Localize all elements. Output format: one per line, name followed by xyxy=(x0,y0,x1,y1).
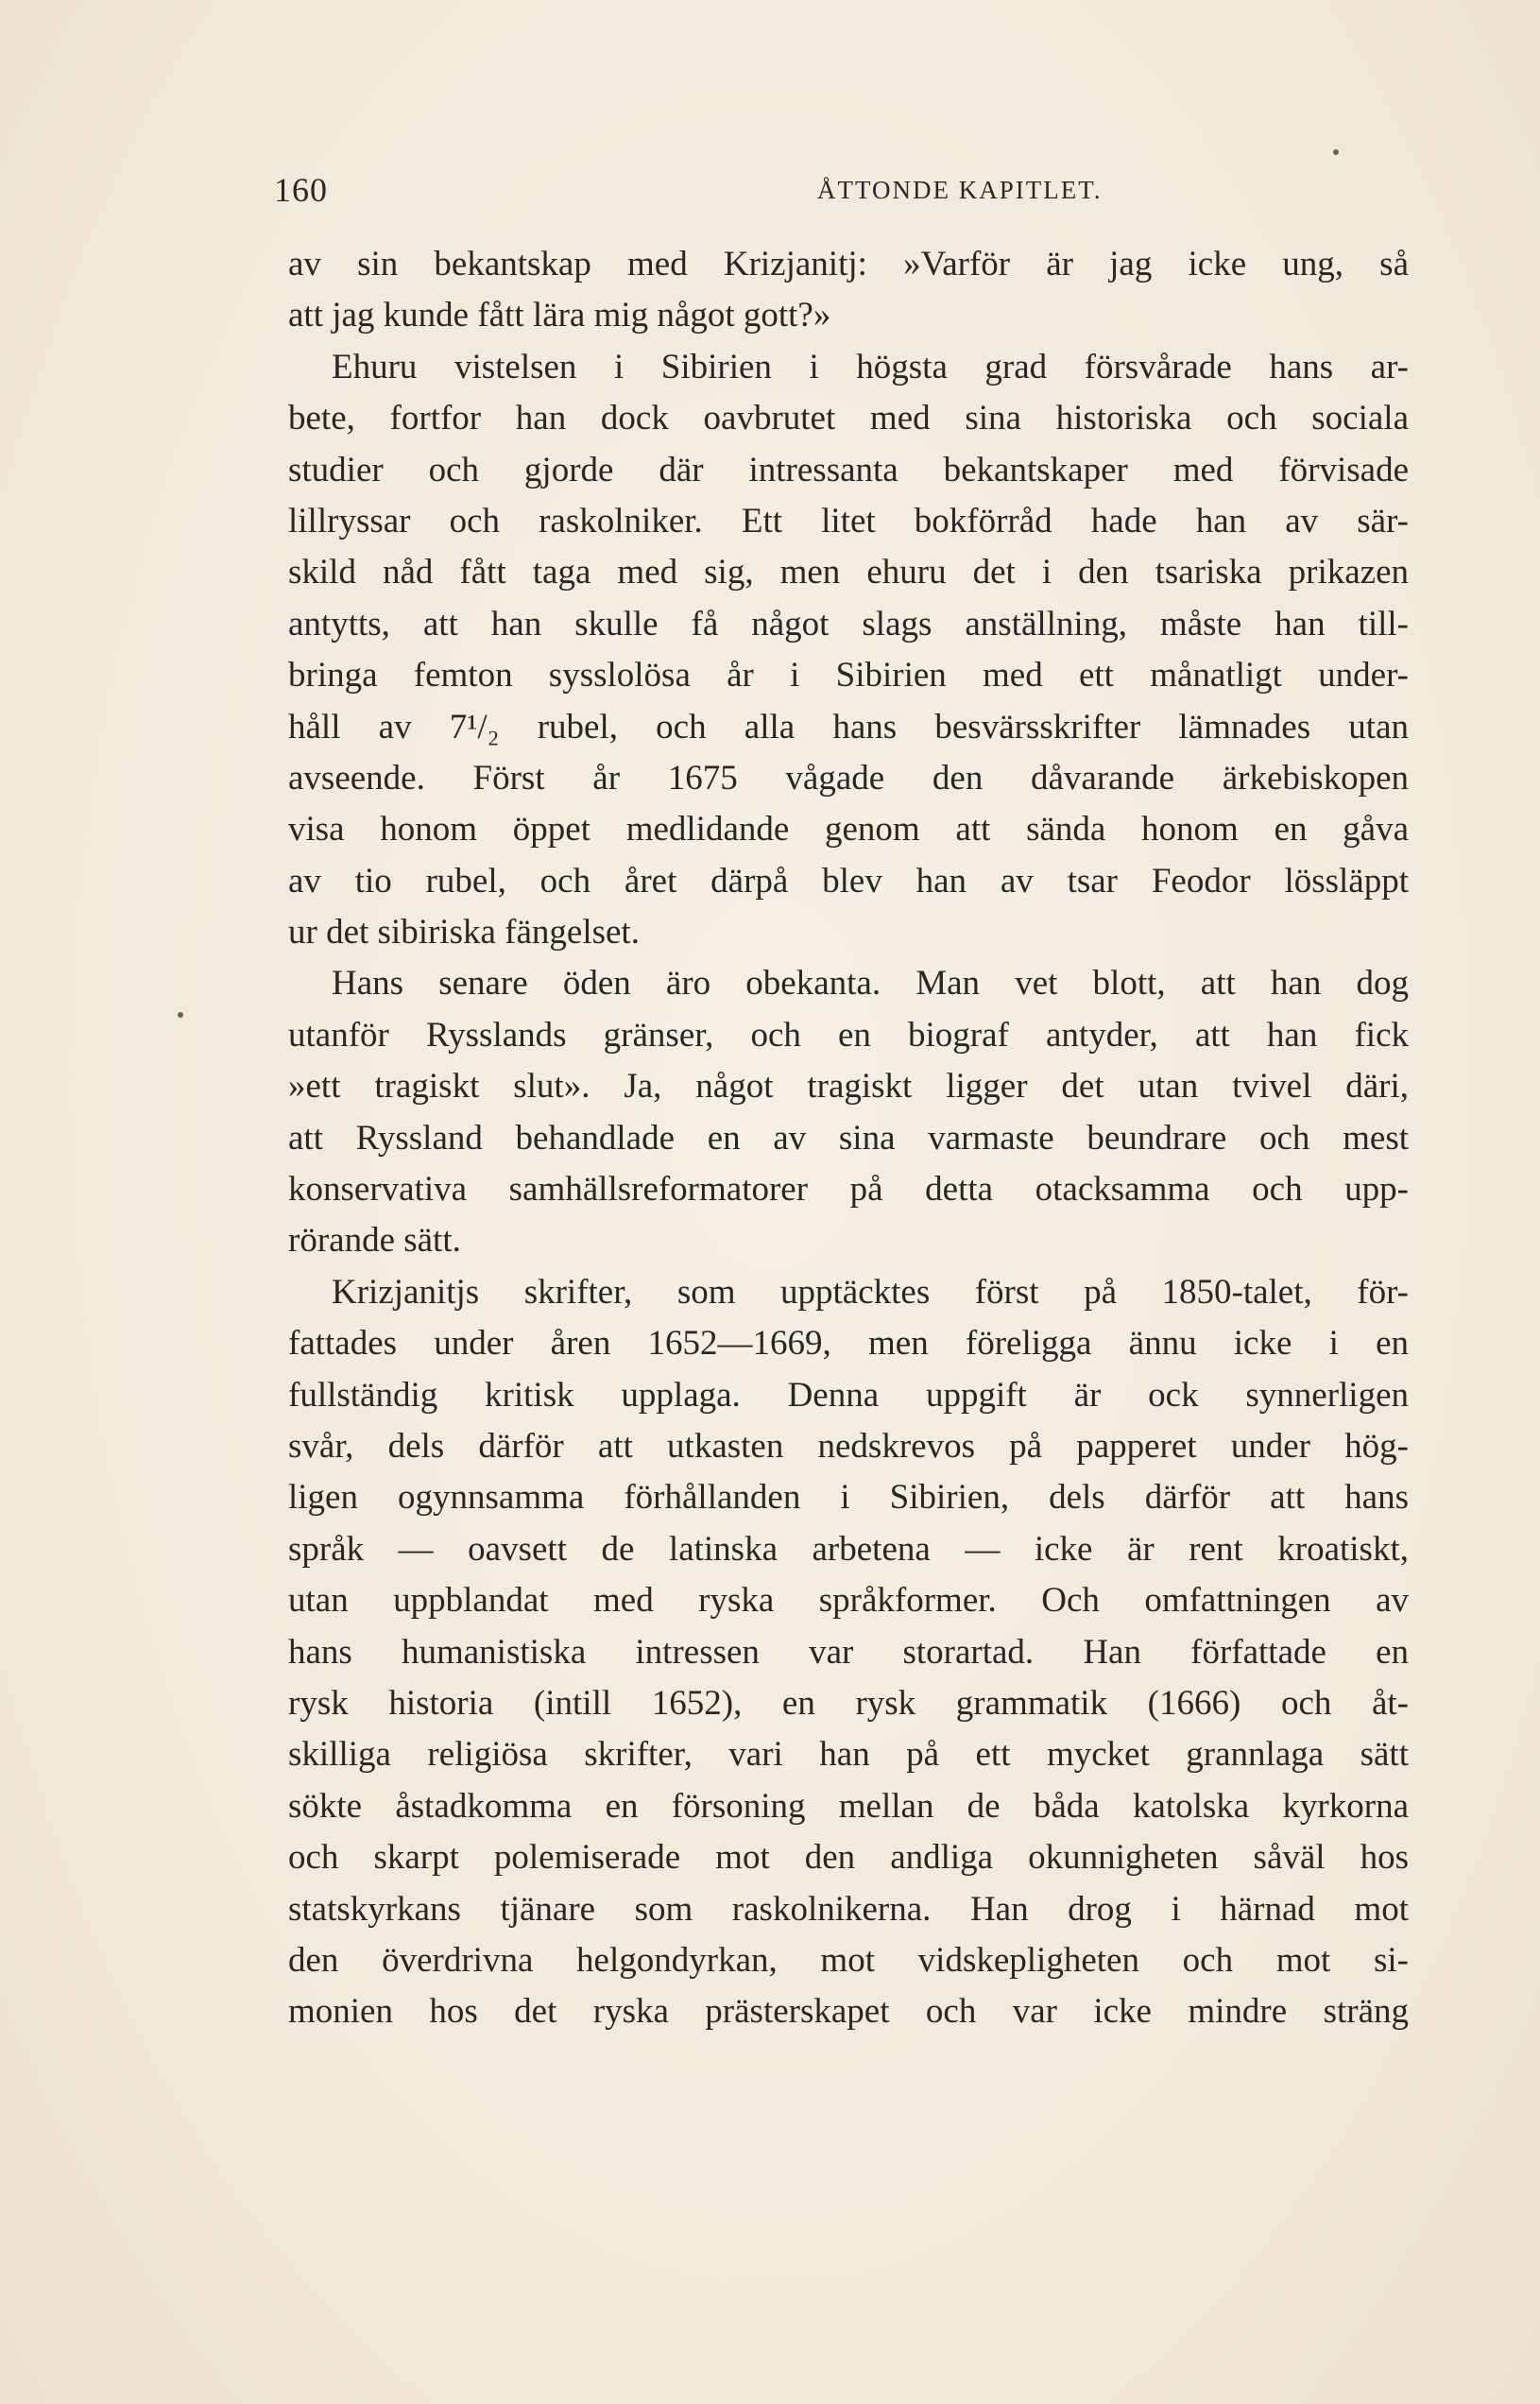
running-head: ÅTTONDE KAPITLET. xyxy=(817,176,1103,204)
text-line: visa honom öppet medlidande genom att sända honom en gåva xyxy=(288,810,1409,850)
text-line: språk — oavsett de latinska arbetena — icke är rent kroatiskt, xyxy=(288,1529,1409,1569)
text-line: att jag kunde fått lära mig något gott?» xyxy=(288,296,831,335)
text-line: bete, fortfor han dock oavbrutet med sina historiska och sociala xyxy=(288,399,1409,438)
text-line: konservativa samhällsreformatorer på detta otacksamma och upp- xyxy=(288,1170,1409,1210)
text-line: utan uppblandat med ryska språkformer. Och omfattningen av xyxy=(288,1581,1409,1621)
text-line: fattades under åren 1652—1669, men föreligga ännu icke i en xyxy=(288,1324,1409,1364)
text-line: studier och gjorde där intressanta bekantskaper med förvisade xyxy=(288,450,1409,489)
text-line: utanför Rysslands gränser, och en biograf antyder, att han fick xyxy=(288,1015,1409,1055)
text-line: den överdrivna helgondyrkan, mot vidskepligheten och mot si- xyxy=(288,1940,1409,1980)
text-line: Ehuru vistelsen i Sibirien i högsta grad försvårade hans ar- xyxy=(332,347,1409,386)
text-line: avseende. Först år 1675 vågade den dåvarande ärkebiskopen xyxy=(288,758,1409,798)
page-header xyxy=(274,170,1417,217)
ink-speck xyxy=(1333,149,1339,155)
text-line: »ett tragiskt slut». Ja, något tragiskt ligger det utan tvivel däri, xyxy=(288,1067,1409,1107)
text-line: skild nåd fått taga med sig, men ehuru det i den tsariska prikazen xyxy=(288,553,1409,592)
text-line: antytts, att han skulle få något slags anställning, måste han till- xyxy=(288,604,1409,644)
text-line: håll av 7¹/₂ rubel, och alla hans besvärsskrifter lämnades utan xyxy=(288,707,1409,747)
text-line: bringa femton sysslolösa år i Sibirien med ett månatligt under- xyxy=(288,656,1409,695)
text-line: Hans senare öden äro obekanta. Man vet blott, att han dog xyxy=(332,964,1409,1004)
text-line: monien hos det ryska prästerskapet och var icke mindre sträng xyxy=(288,1992,1409,2032)
text-line: sökte åstadkomma en försoning mellan de båda katolska kyrkorna xyxy=(288,1786,1409,1826)
text-line: Krizjanitjs skrifter, som upptäcktes först på 1850-talet, för- xyxy=(332,1272,1409,1312)
body-text xyxy=(288,239,1409,2038)
text-line: svår, dels därför att utkasten nedskrevos på papperet under hög- xyxy=(288,1426,1409,1466)
text-line: rysk historia (intill 1652), en rysk grammatik (1666) och åt- xyxy=(288,1683,1409,1723)
text-line: av sin bekantskap med Krizjanitj: »Varför är jag icke ung, så xyxy=(288,245,1409,283)
text-line: att Ryssland behandlade en av sina varmaste beundrare och mest xyxy=(288,1118,1409,1158)
text-line: och skarpt polemiserade mot den andliga okunnigheten såväl hos xyxy=(288,1838,1409,1878)
ink-speck xyxy=(178,1012,183,1018)
text-line: hans humanistiska intressen var storartad. Han författade en xyxy=(288,1632,1409,1672)
text-line: ligen ogynnsamma förhållanden i Sibirien, dels därför att hans xyxy=(288,1478,1409,1518)
page-number: 160 xyxy=(274,171,328,209)
text-line: skilliga religiösa skrifter, vari han på ett mycket grannlaga sätt xyxy=(288,1735,1409,1775)
text-line: ur det sibiriska fängelset. xyxy=(288,913,640,953)
text-line: lillryssar och raskolniker. Ett litet bokförråd hade han av sär- xyxy=(288,501,1409,541)
text-line: av tio rubel, och året därpå blev han av tsar Feodor lössläppt xyxy=(288,861,1409,901)
text-line: statskyrkans tjänare som raskolnikerna. Han drog i härnad mot xyxy=(288,1889,1409,1929)
text-line: fullständig kritisk upplaga. Denna uppgift är ock synnerligen xyxy=(288,1375,1409,1415)
text-line: rörande sätt. xyxy=(288,1221,461,1261)
